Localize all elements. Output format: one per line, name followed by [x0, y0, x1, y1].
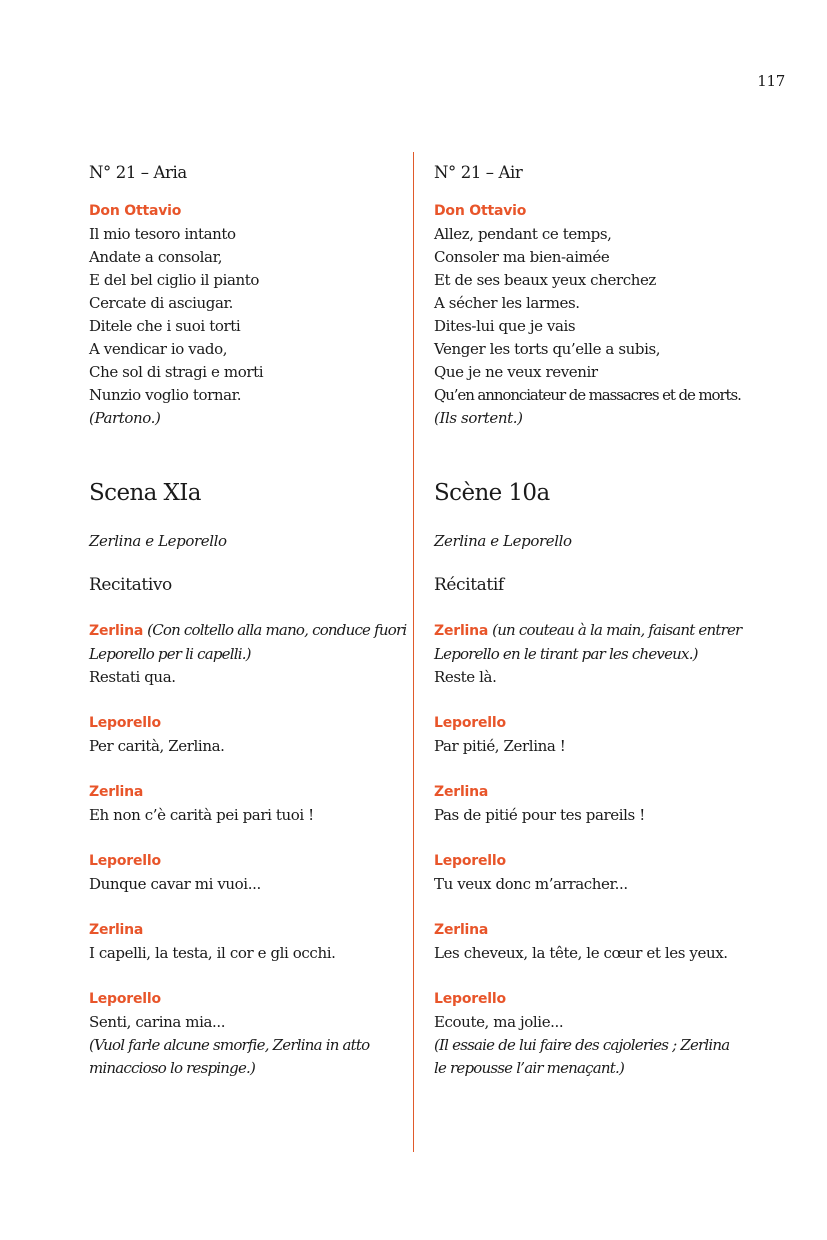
- dialogue-block: [89, 919, 401, 965]
- stage-direction: Leporello per li capelli.): [89, 645, 251, 663]
- stage-direction: (Partono.): [89, 409, 161, 427]
- verse-line: Il mio tesoro intanto: [89, 225, 236, 243]
- stage-direction: (Il essaie de lui faire des cajoleries ; Zerlina: [434, 1036, 730, 1054]
- dialogue-block: [434, 850, 754, 896]
- verse-line: A sécher les larmes.: [434, 294, 580, 312]
- verse-line: Ditele che i suoi torti: [89, 317, 241, 335]
- dialogue-block: [434, 619, 754, 689]
- stage-direction: (Ils sortent.): [434, 409, 523, 427]
- verse-line: A vendicar io vado,: [89, 340, 228, 358]
- dialogue-line: Per carità, Zerlina.: [89, 737, 225, 755]
- aria-title: N° 21 – Aria: [89, 163, 187, 182]
- dialogue-line: Tu veux donc m’arracher...: [434, 875, 628, 893]
- dialogue-line: Reste là.: [434, 668, 497, 686]
- speaker-name: Leporello: [89, 715, 161, 731]
- dialogue-line: Eh non c’è carità pei pari tuoi !: [89, 806, 314, 824]
- verse-line: Andate a consolar,: [89, 248, 223, 266]
- verse-line: E del bel ciglio il pianto: [89, 271, 260, 289]
- speaker-name: Zerlina: [89, 922, 144, 938]
- speaker-name: Zerlina: [434, 922, 489, 938]
- speaker-with-direction: [89, 619, 407, 643]
- stage-direction: le repousse l’air menaçant.): [434, 1059, 625, 1077]
- dialogue-line: Dunque cavar mi vuoi...: [89, 875, 261, 893]
- verse-line: Consoler ma bien-aimée: [434, 248, 610, 266]
- stage-direction: minaccioso lo respinge.): [89, 1059, 256, 1077]
- dialogue-line: Restati qua.: [89, 668, 176, 686]
- dialogue-line: Les cheveux, la tête, le cœur et les yeux.: [434, 944, 728, 962]
- scene-title: Scène 10a: [434, 480, 550, 506]
- scene-characters: Zerlina e Leporello: [89, 532, 227, 550]
- page-number: 117: [757, 72, 785, 90]
- speaker-name: Zerlina: [434, 623, 489, 639]
- verse-line: Venger les torts qu’elle a subis,: [434, 340, 661, 358]
- verse-line: Allez, pendant ce temps,: [434, 225, 612, 243]
- dialogue-line: Par pitié, Zerlina !: [434, 737, 566, 755]
- verse-line: Qu’en annonciateur de massacres et de morts.: [434, 386, 741, 404]
- stage-direction: Leporello en le tirant par les cheveux.): [434, 645, 698, 663]
- stage-direction: (Con coltello alla mano, conduce fuori: [147, 621, 407, 639]
- speaker-name: Leporello: [434, 991, 506, 1007]
- verse-line: Que je ne veux revenir: [434, 363, 598, 381]
- aria-title: N° 21 – Air: [434, 163, 523, 182]
- speaker-name: Don Ottavio: [89, 203, 182, 219]
- speaker-name: Zerlina: [89, 784, 144, 800]
- dialogue-block: [434, 988, 754, 1080]
- dialogue-line: Ecoute, ma jolie...: [434, 1013, 564, 1031]
- speaker-with-direction: [434, 619, 754, 643]
- dialogue-block: [434, 919, 754, 965]
- scene-characters: Zerlina e Leporello: [434, 532, 572, 550]
- speaker-name: Don Ottavio: [434, 203, 527, 219]
- french-column: [434, 160, 754, 1080]
- speaker-name: Leporello: [89, 991, 161, 1007]
- dialogue-block: [89, 781, 401, 827]
- stage-direction: (un couteau à la main, faisant entrer: [492, 621, 742, 639]
- speaker-name: Leporello: [434, 715, 506, 731]
- verse-line: Che sol di stragi e morti: [89, 363, 264, 381]
- dialogue-block: [89, 619, 407, 689]
- speaker-name: Zerlina: [89, 623, 144, 639]
- dialogue-line: I capelli, la testa, il cor e gli occhi.: [89, 944, 336, 962]
- italian-column: [89, 160, 407, 1080]
- dialogue-block: [89, 712, 401, 758]
- stage-direction: (Vuol farle alcune smorfie, Zerlina in atto: [89, 1036, 370, 1054]
- dialogue-block: [89, 988, 401, 1080]
- verse-line: Cercate di asciugar.: [89, 294, 234, 312]
- verse-line: Et de ses beaux yeux cherchez: [434, 271, 656, 289]
- dialogue-line: Senti, carina mia...: [89, 1013, 226, 1031]
- column-divider: [413, 152, 414, 1152]
- speaker-name: Leporello: [89, 853, 161, 869]
- dialogue-line: Pas de pitié pour tes pareils !: [434, 806, 645, 824]
- verse-line: Dites-lui que je vais: [434, 317, 576, 335]
- speaker-name: Leporello: [434, 853, 506, 869]
- dialogue-block: [434, 781, 754, 827]
- scene-title: Scena XIa: [89, 480, 201, 506]
- dialogue-block: [434, 712, 754, 758]
- verse-line: Nunzio voglio tornar.: [89, 386, 242, 404]
- recitative-title: Récitatif: [434, 575, 504, 595]
- speaker-name: Zerlina: [434, 784, 489, 800]
- recitative-title: Recitativo: [89, 575, 172, 595]
- dialogue-block: [89, 850, 401, 896]
